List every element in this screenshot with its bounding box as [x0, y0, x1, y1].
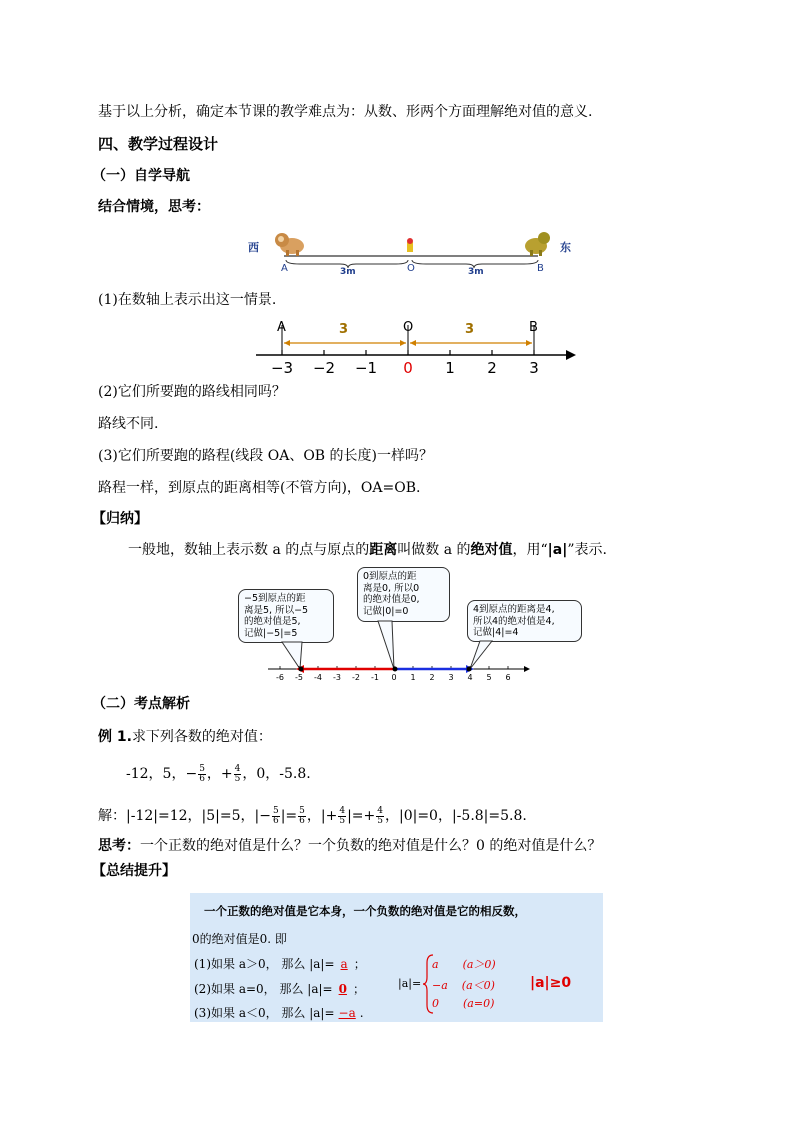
scene-point-a: A [281, 263, 288, 274]
scene-left-distance: 3m [340, 267, 356, 277]
context-heading: 结合情境，思考： [98, 199, 210, 215]
solution-line: 解：|-12|=12，|5|=5，|− $\frac{5}{6}$ |= $\frac{5}{6}$ ，|+ $\frac{4}{5}$ |=+ $\frac{4}{5}$ ，|0|=0，|-5.8|=5.8. [98, 805, 527, 826]
tick-label: -3 [333, 673, 341, 682]
tick-label: 6 [505, 673, 511, 682]
race-scene-illustration [240, 226, 580, 282]
example-1: 例 1.求下列各数的绝对值： [98, 729, 272, 745]
bubble-minus-five: −5到原点的距 离是5, 所以−5 的绝对值是5, 记做|−5|=5 [238, 589, 334, 643]
term-distance: 距离 [369, 542, 398, 558]
intro-paragraph: 基于以上分析，确定本节课的教学难点为：从数、形两个方面理解绝对值的意义. [98, 104, 593, 120]
subsection-heading-analysis: （二）考点解析 [92, 696, 190, 712]
question-3: (3)它们所要跑的路程(线段 OA、OB 的长度)一样吗？ [98, 448, 434, 464]
tick-label: 2 [429, 673, 435, 682]
example-numbers: -12，5，− $\frac{5}{6}$ ，+ $\frac{4}{5}$ ，0，-5.8. [126, 763, 311, 784]
definition-paragraph: 一般地，数轴上表示数 a 的点与原点的距离叫做数 a 的绝对值，用“|a|”表示. [128, 542, 607, 558]
bubble-zero: 0到原点的距 离是0, 所以0 的绝对值是0, 记做|0|=0 [357, 567, 450, 622]
segment-ob-length: 3 [465, 322, 475, 337]
tick-label: −3 [270, 359, 294, 377]
summary-heading: 【归纳】 [92, 511, 148, 527]
east-label: 东 [560, 241, 571, 254]
section-heading-4: 四、教学过程设计 [98, 135, 219, 153]
scene-right-distance: 3m [468, 267, 484, 277]
tick-label: -4 [314, 673, 322, 682]
scene-point-b: B [537, 263, 544, 274]
case-zero: (2)如果 a=0， 那么 |a|= 0 ； [194, 982, 365, 996]
tick-label: 0 [403, 359, 413, 377]
subsection-heading-self-study: （一）自学导航 [92, 168, 190, 184]
abs-symbol: |a| [547, 542, 568, 558]
tick-label: 0 [391, 673, 397, 682]
case-negative: (3)如果 a＜0， 那么 |a|= −a . [194, 1006, 364, 1020]
tick-label: 1 [410, 673, 416, 682]
tick-label: −1 [354, 359, 378, 377]
number-line-absolute [262, 662, 532, 686]
bubble-four: 4到原点的距离是4, 所以4的绝对值是4, 记做|4|=4 [467, 600, 582, 642]
summary-line-2: 0的绝对值是0. 即 [192, 932, 287, 946]
west-label: 西 [248, 241, 259, 254]
number-line-scene [240, 315, 580, 380]
tick-label: -1 [371, 673, 379, 682]
tick-label: 1 [445, 359, 455, 377]
tick-label: −2 [312, 359, 336, 377]
piece-row-3: 0 (a=0) [432, 997, 495, 1010]
piecewise-lhs: |a|= [398, 977, 422, 990]
lion-icon [275, 233, 304, 256]
question-2: (2)它们所要跑的路线相同吗？ [98, 384, 286, 400]
tick-label: 4 [467, 673, 473, 682]
tick-label: -5 [295, 673, 303, 682]
answer-3: 路程一样，到原点的距离相等(不管方向)，OA=OB. [98, 480, 421, 496]
dinosaur-icon [525, 232, 550, 256]
whistle-icon [407, 238, 413, 252]
tick-label: 3 [448, 673, 454, 682]
scene-point-o: O [407, 263, 415, 274]
numline-label-b: B [529, 320, 538, 335]
nonnegative-property: |a|≥0 [530, 975, 572, 991]
piece-row-1: a (a＞0) [432, 958, 496, 971]
term-absolute-value: 绝对值 [470, 542, 513, 558]
tick-label: -6 [276, 673, 284, 682]
tick-label: 5 [486, 673, 492, 682]
answer-2: 路线不同. [98, 416, 159, 432]
think-question: 思考：一个正数的绝对值是什么？一个负数的绝对值是什么？0 的绝对值是什么？ [98, 838, 602, 854]
axis-arrow [566, 350, 576, 360]
tick-label: -2 [352, 673, 360, 682]
segment-oa-length: 3 [339, 322, 349, 337]
numline-label-o: O [403, 320, 414, 335]
question-1: (1)在数轴上表示出这一情景. [98, 292, 277, 308]
summary-heading-2: 【总结提升】 [92, 863, 176, 879]
tick-label: 2 [487, 359, 497, 377]
summary-line-1: 一个正数的绝对值是它本身，一个负数的绝对值是它的相反数， [204, 904, 526, 918]
tick-label: 3 [529, 359, 539, 377]
numline-label-a: A [277, 320, 286, 335]
summary-box [190, 893, 603, 1022]
case-positive: (1)如果 a＞0， 那么 |a|= a ； [194, 957, 366, 971]
piece-row-2: −a (a＜0) [432, 979, 495, 992]
